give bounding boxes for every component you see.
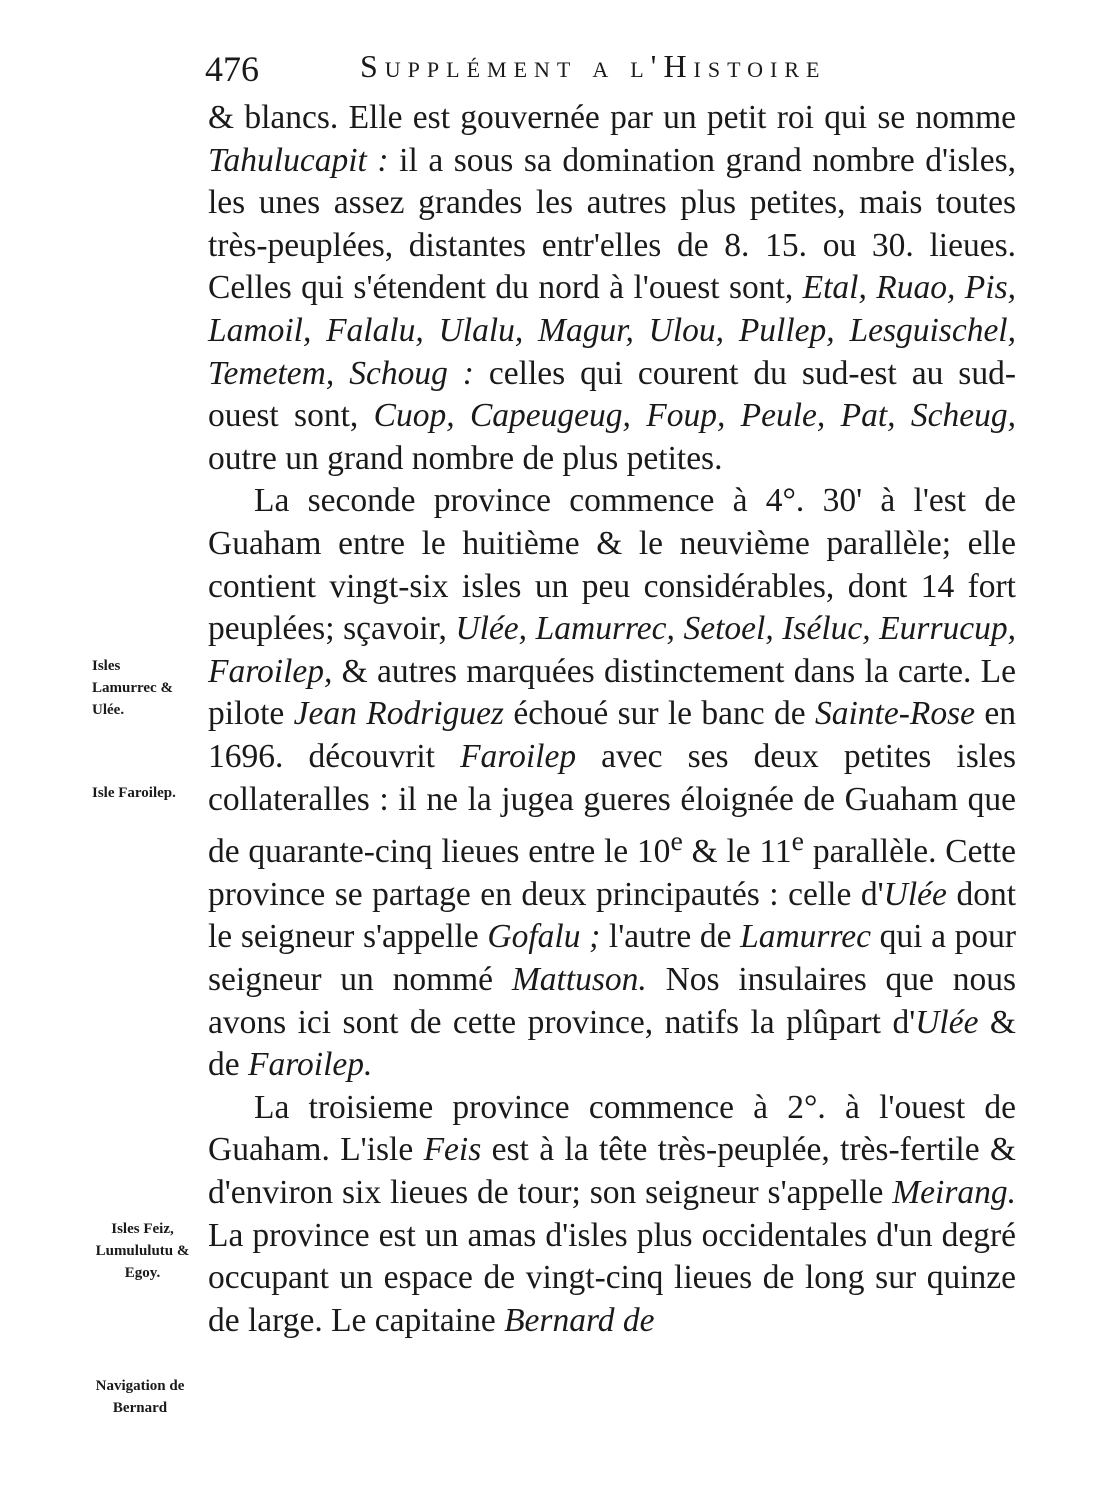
- page-header: [205, 48, 1015, 98]
- paragraph-3: La troisieme province commence à 2°. à l'ouest de Guaham. L'isle Feis est à la tête très-peuplée, très-fertile & d'environ six lieues de tour; son seigneur s'appelle Meirang. La province est un amas d'isles plus occidentales d'un degré occupant un espace de vingt-cinq lieues de long sur quinze de large. Le capitaine Bernard de: [208, 1088, 1016, 1339]
- page-number: 476: [205, 49, 259, 89]
- margin-note-isles-lamurrec: Isles Lamurrec & Ulée.: [92, 658, 173, 718]
- margin-note-navigation: Navigation de Bernard: [95, 1378, 185, 1416]
- margin-note-isles-feiz: Isles Feiz, Lumululutu & Egoy.: [95, 1221, 190, 1281]
- paragraph-2: La seconde province commence à 4°. 30' à l'est de Guaham entre le huitième & le neuvième parallèle; elle contient vingt-six isles un peu considérables, dont 14 fort peuplées; sçavoir, Ulée, Lamurrec, Setoel, Iséluc, Eurrucup, Faroilep, & autres marquées distinctement dans la carte. Le pilote Jean Rodriguez échoué sur le banc de Sainte-Rose en 1696. découvrit Faroilep avec ses deux petites isles collateralles : il ne la jugea gueres éloignée de Guaham que de quarante-cinq lieues entre le 10e & le 11e parallèle. Cette province se partage en deux principautés : celle d'Ulée dont le seigneur s'appelle Gofalu ; l'autre de Lamurrec qui a pour seigneur un nommé Mattuson. Nos insulaires que nous avons ici sont de cette province, natifs la plûpart d'Ulée & de Faroilep.: [208, 482, 1017, 1084]
- paragraph-1: & blancs. Elle est gouvernée par un petit roi qui se nomme Tahulucapit : il a sous sa domination grand nombre d'isles, les unes assez grandes les autres plus petites, mais toutes très-peuplées, distantes entr'elles de 8. 15. ou 30. lieues. Celles qui s'étendent du nord à l'ouest sont, Etal, Ruao, Pis, Lamoil, Falalu, Ulalu, Magur, Ulou, Pullep, Lesguischel, Temetem, Schoug : celles qui courent du sud-est au sud-ouest sont, Cuop, Capeugeug, Foup, Peule, Pat, Scheug, outre un grand nombre de plus petites.: [208, 99, 1016, 477]
- body-text: [208, 97, 1016, 1342]
- running-head: Supplément a l'Histoire: [360, 48, 827, 84]
- margin-note-isle-faroilep: Isle Faroilep.: [92, 785, 176, 801]
